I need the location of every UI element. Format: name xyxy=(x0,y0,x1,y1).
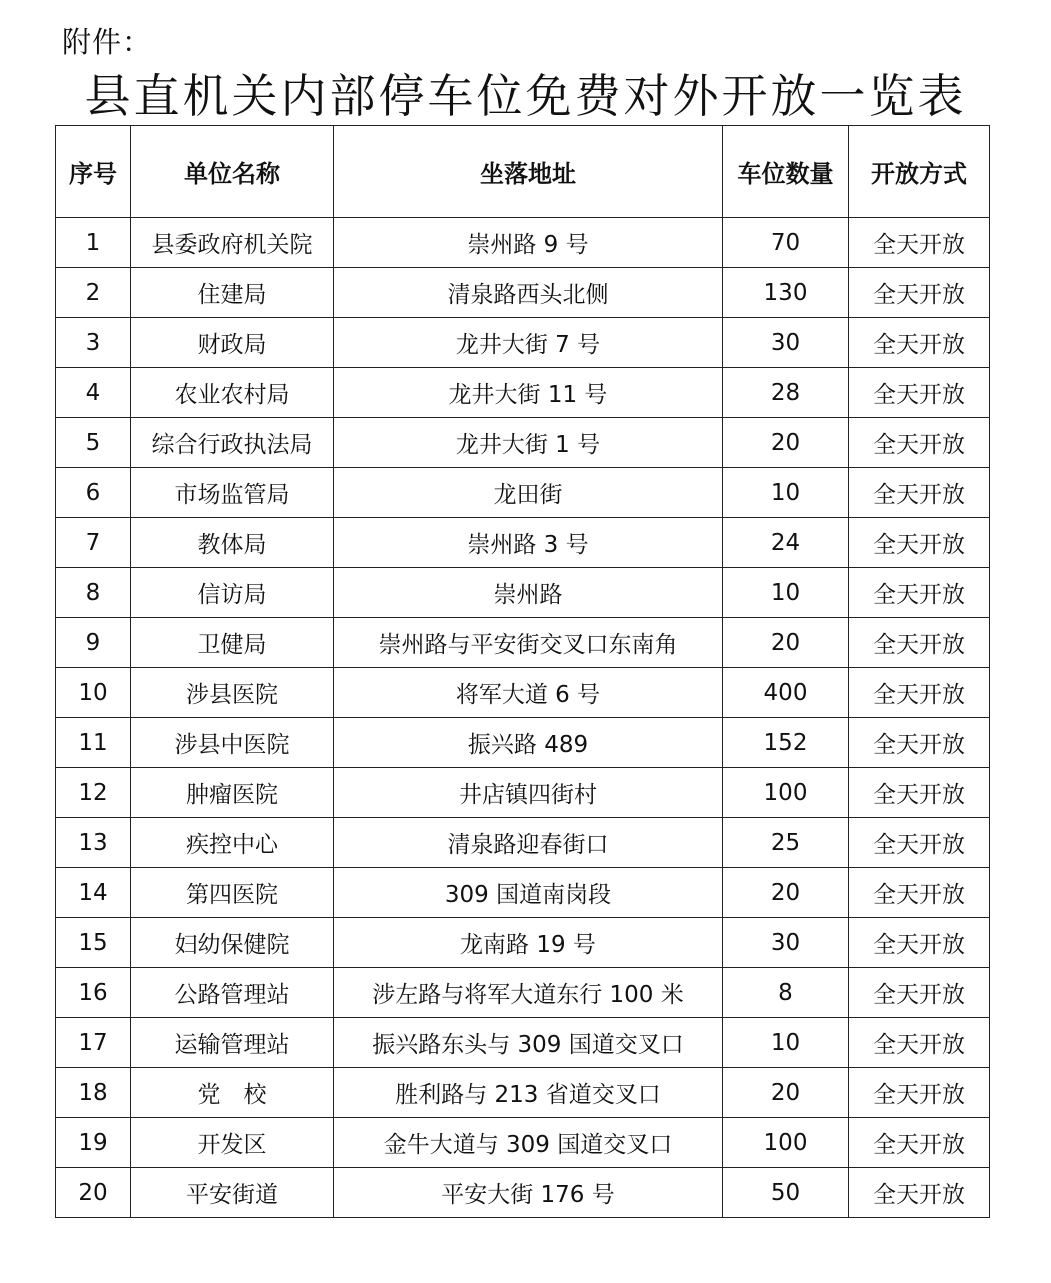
cell-address: 龙田街 xyxy=(334,468,723,518)
table-row xyxy=(56,868,990,918)
cell-open-mode: 全天开放 xyxy=(849,968,990,1018)
cell-open-mode: 全天开放 xyxy=(849,1168,990,1218)
cell-space-count: 130 xyxy=(723,268,849,318)
table-row xyxy=(56,268,990,318)
cell-serial-number: 4 xyxy=(56,368,131,418)
cell-open-mode: 全天开放 xyxy=(849,668,990,718)
header-unit-name: 单位名称 xyxy=(131,126,334,218)
cell-serial-number: 5 xyxy=(56,418,131,468)
cell-open-mode: 全天开放 xyxy=(849,468,990,518)
cell-open-mode: 全天开放 xyxy=(849,818,990,868)
cell-space-count: 28 xyxy=(723,368,849,418)
cell-space-count: 100 xyxy=(723,768,849,818)
cell-unit-name: 财政局 xyxy=(131,318,334,368)
cell-open-mode: 全天开放 xyxy=(849,268,990,318)
cell-address: 龙井大街 1 号 xyxy=(334,418,723,468)
cell-unit-name: 教体局 xyxy=(131,518,334,568)
cell-address: 振兴路东头与 309 国道交叉口 xyxy=(334,1018,723,1068)
cell-address: 崇州路与平安街交叉口东南角 xyxy=(334,618,723,668)
cell-space-count: 20 xyxy=(723,1068,849,1118)
table-row xyxy=(56,918,990,968)
cell-space-count: 20 xyxy=(723,618,849,668)
cell-serial-number: 12 xyxy=(56,768,131,818)
cell-unit-name: 开发区 xyxy=(131,1118,334,1168)
cell-address: 龙井大街 11 号 xyxy=(334,368,723,418)
cell-unit-name: 县委政府机关院 xyxy=(131,218,334,268)
cell-unit-name: 综合行政执法局 xyxy=(131,418,334,468)
cell-address: 振兴路 489 xyxy=(334,718,723,768)
parking-table xyxy=(55,125,990,1218)
attachment-label: 附件： xyxy=(62,25,153,59)
cell-serial-number: 13 xyxy=(56,818,131,868)
table-row xyxy=(56,568,990,618)
cell-address: 平安大街 176 号 xyxy=(334,1168,723,1218)
cell-unit-name: 公路管理站 xyxy=(131,968,334,1018)
cell-unit-name: 妇幼保健院 xyxy=(131,918,334,968)
table-row xyxy=(56,1168,990,1218)
cell-unit-name: 运输管理站 xyxy=(131,1018,334,1068)
document-title: 县直机关内部停车位免费对外开放一览表 xyxy=(84,69,967,123)
header-space-count: 车位数量 xyxy=(723,126,849,218)
header-serial-number: 序号 xyxy=(56,126,131,218)
header-open-mode: 开放方式 xyxy=(849,126,990,218)
cell-unit-name: 平安街道 xyxy=(131,1168,334,1218)
cell-open-mode: 全天开放 xyxy=(849,918,990,968)
table-row xyxy=(56,1068,990,1118)
cell-space-count: 10 xyxy=(723,1018,849,1068)
cell-unit-name: 住建局 xyxy=(131,268,334,318)
cell-open-mode: 全天开放 xyxy=(849,518,990,568)
table-row xyxy=(56,768,990,818)
cell-serial-number: 19 xyxy=(56,1118,131,1168)
cell-open-mode: 全天开放 xyxy=(849,1068,990,1118)
cell-open-mode: 全天开放 xyxy=(849,1018,990,1068)
cell-space-count: 100 xyxy=(723,1118,849,1168)
table-row xyxy=(56,318,990,368)
table-row xyxy=(56,218,990,268)
cell-space-count: 25 xyxy=(723,818,849,868)
cell-address: 崇州路 9 号 xyxy=(334,218,723,268)
cell-open-mode: 全天开放 xyxy=(849,768,990,818)
cell-address: 龙井大街 7 号 xyxy=(334,318,723,368)
cell-serial-number: 14 xyxy=(56,868,131,918)
table-row xyxy=(56,818,990,868)
cell-unit-name: 第四医院 xyxy=(131,868,334,918)
cell-address: 清泉路西头北侧 xyxy=(334,268,723,318)
cell-space-count: 20 xyxy=(723,418,849,468)
table-row xyxy=(56,368,990,418)
cell-unit-name: 农业农村局 xyxy=(131,368,334,418)
cell-unit-name: 肿瘤医院 xyxy=(131,768,334,818)
cell-open-mode: 全天开放 xyxy=(849,218,990,268)
cell-open-mode: 全天开放 xyxy=(849,718,990,768)
cell-address: 将军大道 6 号 xyxy=(334,668,723,718)
cell-space-count: 400 xyxy=(723,668,849,718)
cell-open-mode: 全天开放 xyxy=(849,568,990,618)
cell-serial-number: 17 xyxy=(56,1018,131,1068)
cell-address: 胜利路与 213 省道交叉口 xyxy=(334,1068,723,1118)
cell-unit-name: 党 校 xyxy=(131,1068,334,1118)
cell-serial-number: 1 xyxy=(56,218,131,268)
cell-space-count: 10 xyxy=(723,568,849,618)
cell-serial-number: 3 xyxy=(56,318,131,368)
cell-space-count: 30 xyxy=(723,318,849,368)
table-row xyxy=(56,618,990,668)
cell-serial-number: 2 xyxy=(56,268,131,318)
cell-serial-number: 11 xyxy=(56,718,131,768)
cell-serial-number: 6 xyxy=(56,468,131,518)
table-row xyxy=(56,1018,990,1068)
cell-unit-name: 疾控中心 xyxy=(131,818,334,868)
cell-address: 涉左路与将军大道东行 100 米 xyxy=(334,968,723,1018)
cell-serial-number: 7 xyxy=(56,518,131,568)
table-row xyxy=(56,518,990,568)
cell-space-count: 20 xyxy=(723,868,849,918)
cell-open-mode: 全天开放 xyxy=(849,368,990,418)
cell-space-count: 10 xyxy=(723,468,849,518)
cell-address: 龙南路 19 号 xyxy=(334,918,723,968)
table-row xyxy=(56,668,990,718)
cell-serial-number: 20 xyxy=(56,1168,131,1218)
cell-space-count: 30 xyxy=(723,918,849,968)
cell-address: 崇州路 xyxy=(334,568,723,618)
table-row xyxy=(56,1118,990,1168)
cell-serial-number: 16 xyxy=(56,968,131,1018)
cell-unit-name: 市场监管局 xyxy=(131,468,334,518)
table-row xyxy=(56,418,990,468)
cell-serial-number: 8 xyxy=(56,568,131,618)
cell-open-mode: 全天开放 xyxy=(849,868,990,918)
table-header-row xyxy=(56,126,990,218)
table-body xyxy=(56,218,990,1218)
cell-open-mode: 全天开放 xyxy=(849,1118,990,1168)
cell-serial-number: 18 xyxy=(56,1068,131,1118)
cell-address: 金牛大道与 309 国道交叉口 xyxy=(334,1118,723,1168)
cell-unit-name: 信访局 xyxy=(131,568,334,618)
cell-serial-number: 9 xyxy=(56,618,131,668)
cell-space-count: 152 xyxy=(723,718,849,768)
cell-space-count: 24 xyxy=(723,518,849,568)
cell-space-count: 70 xyxy=(723,218,849,268)
table-row xyxy=(56,468,990,518)
cell-open-mode: 全天开放 xyxy=(849,618,990,668)
cell-address: 309 国道南岗段 xyxy=(334,868,723,918)
cell-serial-number: 10 xyxy=(56,668,131,718)
cell-open-mode: 全天开放 xyxy=(849,318,990,368)
cell-address: 清泉路迎春街口 xyxy=(334,818,723,868)
table-row xyxy=(56,968,990,1018)
header-address: 坐落地址 xyxy=(334,126,723,218)
cell-unit-name: 涉县中医院 xyxy=(131,718,334,768)
cell-open-mode: 全天开放 xyxy=(849,418,990,468)
cell-unit-name: 涉县医院 xyxy=(131,668,334,718)
cell-space-count: 8 xyxy=(723,968,849,1018)
cell-serial-number: 15 xyxy=(56,918,131,968)
cell-address: 崇州路 3 号 xyxy=(334,518,723,568)
cell-address: 井店镇四街村 xyxy=(334,768,723,818)
cell-space-count: 50 xyxy=(723,1168,849,1218)
cell-unit-name: 卫健局 xyxy=(131,618,334,668)
table-row xyxy=(56,718,990,768)
